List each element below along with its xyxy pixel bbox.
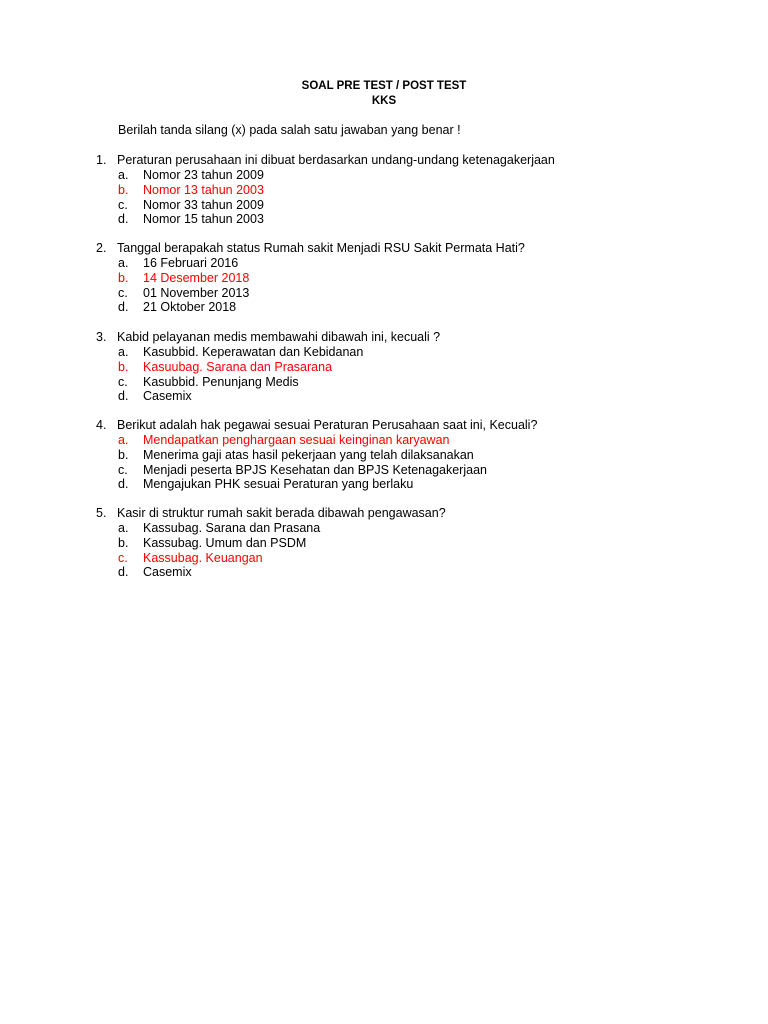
- option-text: Kasubbid. Keperawatan dan Kebidanan: [143, 345, 364, 359]
- option-letter: c.: [118, 550, 128, 565]
- question-text: Kasir di struktur rumah sakit berada dibawah pengawasan?: [117, 506, 446, 520]
- question-text: Berikut adalah hak pegawai sesuai Peraturan Perusahaan saat ini, Kecuali?: [117, 418, 538, 432]
- option-text: Casemix: [143, 389, 192, 404]
- option-text: Casemix: [143, 565, 192, 580]
- option-text: Kassubag. Keuangan: [143, 550, 263, 565]
- option-text: Kassubag. Umum dan PSDM: [143, 535, 307, 550]
- option-text: Mengajukan PHK sesuai Peraturan yang berlaku: [143, 477, 414, 492]
- option-letter: c.: [118, 285, 128, 300]
- option-letter: d.: [118, 212, 129, 227]
- question-text: Kabid pelayanan medis membawahi dibawah ini, kecuali ?: [117, 330, 441, 344]
- option-letter: d.: [118, 389, 129, 404]
- option-text: Nomor 23 tahun 2009: [143, 168, 264, 182]
- option-text: Menerima gaji atas hasil pekerjaan yang telah dilaksanakan: [143, 447, 474, 462]
- option-letter: a.: [118, 256, 129, 270]
- option-text: Nomor 15 tahun 2003: [143, 212, 264, 227]
- option-text: 16 Februari 2016: [143, 256, 239, 270]
- option-letter: d.: [118, 477, 129, 492]
- option-text: Kasuubag. Sarana dan Prasarana: [143, 359, 333, 374]
- option-letter: b.: [118, 359, 129, 374]
- option-letter: c.: [118, 197, 128, 212]
- option-text: Nomor 33 tahun 2009: [143, 197, 264, 212]
- question-text: Peraturan perusahaan ini dibuat berdasarkan undang-undang ketenagakerjaan: [117, 153, 555, 167]
- option-letter: a.: [118, 345, 129, 359]
- option-letter: c.: [118, 374, 128, 389]
- option-text: 14 Desember 2018: [143, 270, 250, 285]
- question-number: 4.: [96, 418, 107, 432]
- question-number: 3.: [96, 330, 107, 344]
- option-text: 01 November 2013: [143, 285, 250, 300]
- option-letter: b.: [118, 270, 129, 285]
- option-text: Kassubag. Sarana dan Prasana: [143, 521, 321, 535]
- option-text: Nomor 13 tahun 2003: [143, 182, 264, 197]
- question-number: 1.: [96, 153, 107, 167]
- document-title: SOAL PRE TEST / POST TEST: [301, 80, 467, 92]
- option-letter: b.: [118, 447, 129, 462]
- option-letter: a.: [118, 521, 129, 535]
- option-text: 21 Oktober 2018: [143, 300, 237, 315]
- option-text: Mendapatkan penghargaan sesuai keinginan karyawan: [143, 433, 450, 447]
- question-text: Tanggal berapakah status Rumah sakit Menjadi RSU Sakit Permata Hati?: [117, 241, 525, 255]
- option-letter: a.: [118, 168, 129, 182]
- document-subtitle: KKS: [371, 95, 397, 107]
- instruction-text: Berilah tanda silang (x) pada salah satu jawaban yang benar !: [118, 123, 461, 137]
- option-letter: b.: [118, 182, 129, 197]
- option-letter: d.: [118, 300, 129, 315]
- option-text: Kasubbid. Penunjang Medis: [143, 374, 299, 389]
- option-letter: a.: [118, 433, 129, 447]
- question-number: 5.: [96, 506, 107, 520]
- option-text: Menjadi peserta BPJS Kesehatan dan BPJS Ketenagakerjaan: [143, 462, 487, 477]
- option-letter: d.: [118, 565, 129, 580]
- option-letter: b.: [118, 535, 129, 550]
- option-letter: c.: [118, 462, 128, 477]
- question-number: 2.: [96, 241, 107, 255]
